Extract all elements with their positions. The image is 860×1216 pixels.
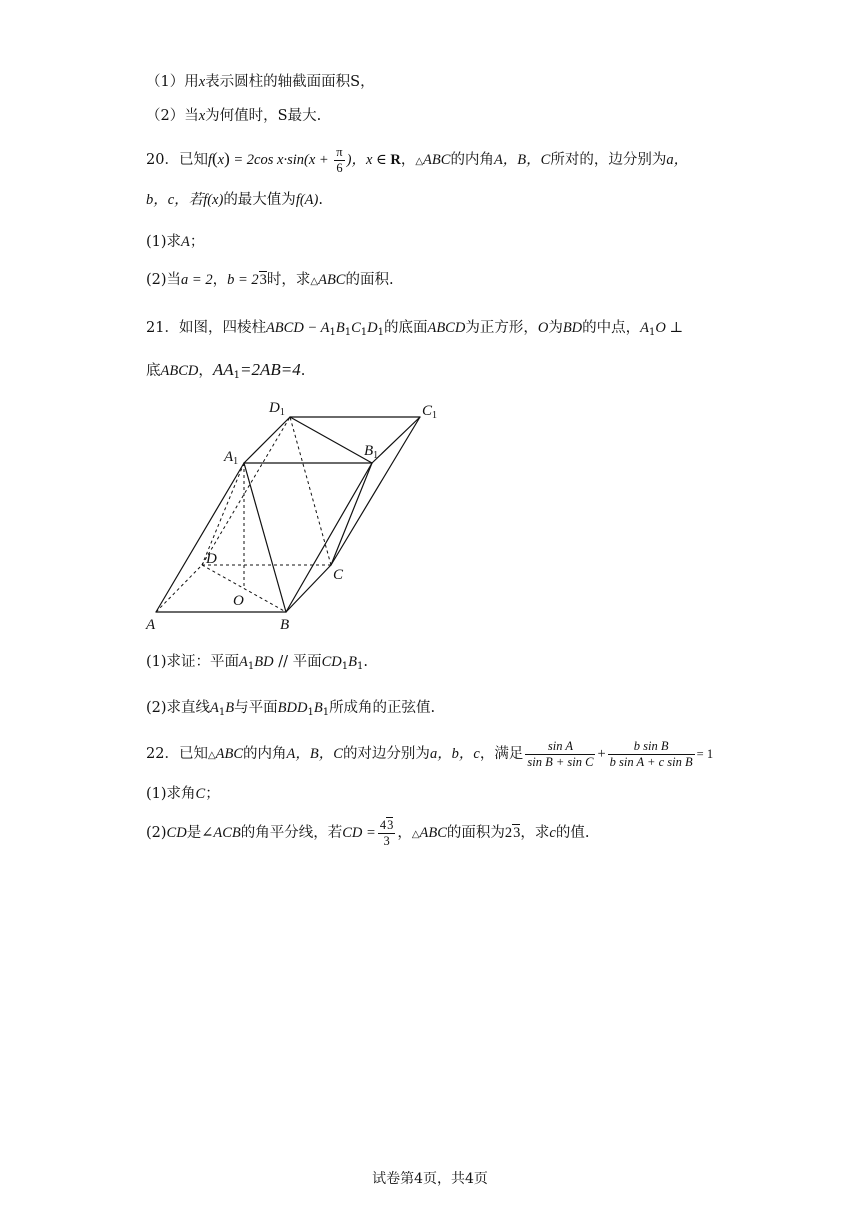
q22-sub2: (2)CD是∠ACB的角平分线，若CD = $\frac{43}{3}$ ，△ABC的面积为23，求c的值.: [146, 817, 590, 848]
fraction-cd: $\frac{43}{3}$: [379, 817, 394, 848]
q21-sub1: (1)求证：平面$A_1BD$ // 平面$CD_1B_1$.: [146, 654, 368, 672]
q21-stem-line2: 底ABCD，$AA_1=2AB=4$.: [146, 360, 306, 381]
label-O: O: [233, 593, 244, 609]
q22-stem: 22．已知△ABC的内角A，B，C的对边分别为a，b，c，满足 $\frac{\text{sin A}}{\text{sin B + sin C}}$ + $\frac{\text{b sin B}}{\text{b sin A + c sin B}}$ = 1: [146, 738, 714, 769]
edge-CB1: [331, 463, 372, 565]
q20-stem-line1: 20．已知f(x) = 2cos x·sin(x + $\frac{\pi}{6}$ )，x ∈ R，△ABC的内角A，B，C所对的，边分别为a，: [146, 144, 689, 175]
q21-stem-line1: 21．如图，四棱柱ABCD − $A_1B_1C_1D_1$的底面ABCD为正方形，O为BD的中点，$A_1O$ ⊥: [146, 320, 684, 338]
q19-part2: （2）当x为何值时，S最大.: [146, 108, 322, 124]
fraction-2: $\frac{\text{b sin B}}{\text{b sin A + c sin B}}$: [609, 738, 693, 769]
edge-DD1-hidden: [202, 417, 290, 565]
label-C1: $C_1$: [422, 403, 438, 421]
page-footer: 试卷第4页，共4页: [372, 1171, 488, 1187]
label-B: B: [280, 617, 290, 633]
edge-A1A: [156, 463, 244, 612]
prism-figure: [140, 395, 450, 640]
label-B1: $B_1$: [364, 443, 379, 461]
edge-A1B: [244, 463, 286, 612]
q21-sub2: (2)求直线$A_1B$与平面$BDD_1B_1$所成角的正弦值.: [146, 700, 436, 718]
label-A: A: [146, 617, 156, 633]
label-D: D: [206, 551, 217, 567]
label-C: C: [333, 567, 344, 583]
edge-BB1: [286, 463, 372, 612]
label-D1: $D_1$: [269, 400, 285, 418]
label-A1: $A_1$: [224, 449, 239, 467]
q20-stem-line2: b，c，若f(x)的最大值为f(A).: [146, 192, 323, 208]
edge-CC1: [331, 417, 420, 565]
fraction-1: $\frac{\text{sin A}}{\text{sin B + sin C}}$: [527, 738, 594, 769]
edge-CD1-hidden: [290, 417, 331, 565]
q22-sub1: (1)求角C；: [146, 786, 220, 802]
edge-A1D-hidden: [202, 463, 244, 565]
q20-sub1: (1)求A；: [146, 234, 205, 250]
q19-part1: （1）用x表示圆柱的轴截面面积S，: [146, 74, 375, 90]
edge-D1B1: [290, 417, 372, 463]
q20-sub2: (2)当a = 2，b = 23时，求△ABC的面积.: [146, 272, 394, 288]
